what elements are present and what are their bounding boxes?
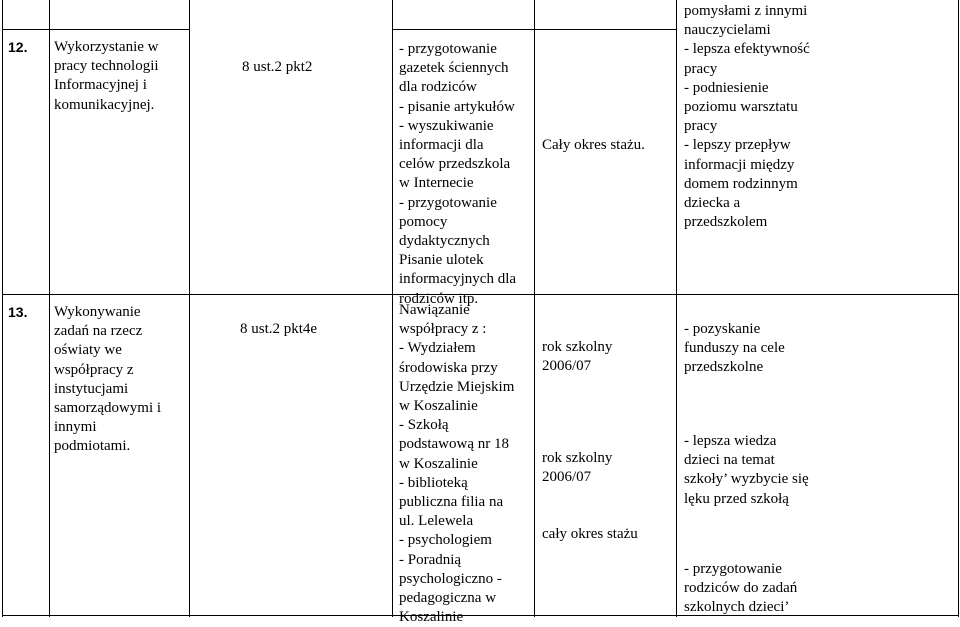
column-border xyxy=(392,0,393,617)
column-border xyxy=(189,0,190,617)
row-effects: - przygotowanie rodziców do zadań szkolnych dzieci’ xyxy=(684,561,798,616)
row-topic: Wykonywanie zadań na rzecz oświaty we współpracy z instytucjami samorządowymi i innymi podmiotami. xyxy=(54,304,162,455)
row-tasks: - przygotowanie gazetek ściennych dla rodziców - pisanie artykułów - wyszukiwanie informacji dla celów przedszkola w Internecie - przygotowanie pomocy dydaktycznych Pisanie ulotek informacyjnych dla rodziców itp. xyxy=(399,41,517,307)
row-topic: Wykorzystanie w pracy technologii Informacyjnej i komunikacyjnej. xyxy=(54,39,159,113)
row-effects: pomysłami z innymi nauczycielami - lepsza efektywność pracy - podniesienie poziomu warsztatu pracy - lepszy przepływ informacji między domem rodzinnym dziecka a przedszkolem xyxy=(684,3,810,231)
column-border xyxy=(534,0,535,617)
row-number: 12. xyxy=(8,39,28,55)
row-regulation: 8 ust.2 pkt2 xyxy=(242,59,313,75)
row-border xyxy=(392,29,676,30)
row-regulation: 8 ust.2 pkt4e xyxy=(240,321,318,337)
row-effects: - lepsza wiedza dzieci na temat szkoły’ wyzbycie się lęku przed szkołą xyxy=(684,433,809,507)
row-effects: - pozyskanie funduszy na cele przedszkolne xyxy=(684,321,785,376)
column-border xyxy=(49,0,50,617)
column-border xyxy=(676,0,677,617)
row-term: rok szkolny 2006/07 xyxy=(542,450,613,486)
row-tasks: Nawiązanie współpracy z : - Wydziałem środowiska przy Urzędzie Miejskim w Koszalinie - Szkołą podstawową nr 18 w Koszalinie - biblioteką publiczna filia na ul. Lelewela - psychologiem - Poradnią psychologiczno - pedagogiczna w Koszalinie xyxy=(399,302,515,626)
column-border xyxy=(2,0,3,617)
column-border xyxy=(958,0,959,617)
row-term: rok szkolny 2006/07 xyxy=(542,339,613,375)
row-term: Cały okres stażu. xyxy=(542,137,645,153)
row-border xyxy=(2,29,190,30)
row-term: cały okres stażu xyxy=(542,526,638,542)
row-number: 13. xyxy=(8,304,28,320)
